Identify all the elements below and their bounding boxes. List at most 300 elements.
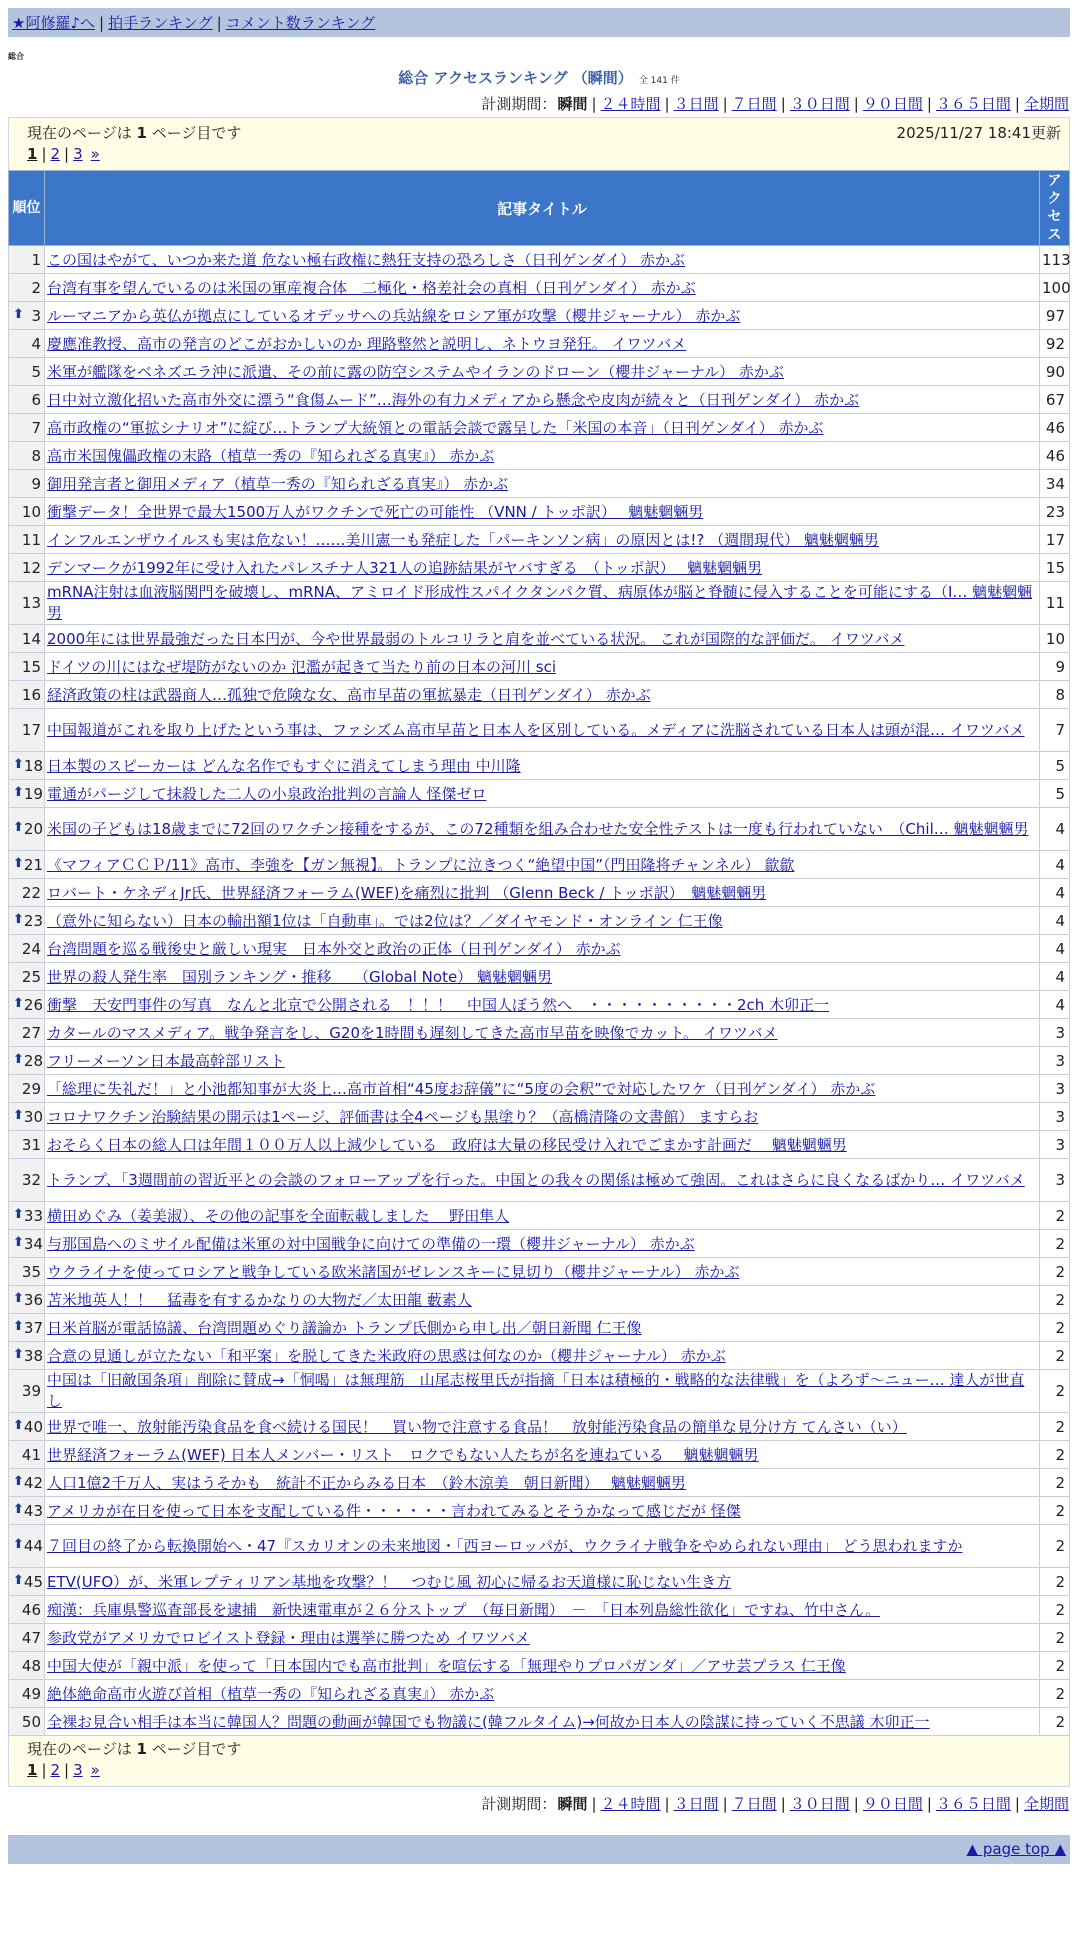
period-option-link[interactable]: ９０日間 [862,95,923,113]
article-title-link[interactable]: アメリカが在日を使って日本を支配している件・・・・・・言われてみるとそうかなって感じだが 怪傑 [47,1502,741,1520]
rank-cell [9,330,45,358]
period-option-link[interactable]: ３０日間 [789,1795,850,1813]
rank-number: 48 [21,1656,41,1675]
table-row [9,1019,1070,1047]
table-row [9,752,1070,780]
rank-up-arrow-icon: ⬆ [13,911,24,927]
article-title-link[interactable]: 世界の殺人発生率 国別ランキング・推移 （Global Note） 魑魅魍魎男 [47,968,552,986]
article-title-link[interactable]: 中国大使が「親中派」を使って「日本国内でも高市批判」を喧伝する「無理やりプロパガンダ」／アサ芸プラス 仁王像 [47,1657,846,1675]
rank-up-arrow-icon: ⬆ [13,1572,24,1588]
rank-cell [9,1131,45,1159]
access-count: 2 [1040,1497,1070,1525]
article-title-link[interactable]: 中国は「旧敵国条項」削除に賛成→「恫喝」は無理筋 山尾志桜里氏が指摘「日本は積極的・戦略的な法律戦」を（よろず～ニュー… 達人が世直し [47,1371,1025,1410]
access-count: 4 [1040,935,1070,963]
period-option-link[interactable]: ３６５日間 [935,95,1011,113]
table-row [9,1624,1070,1652]
title-cell [45,554,1040,582]
access-count: 2 [1040,1708,1070,1736]
applause-ranking-link[interactable]: 拍手ランキング [108,14,213,32]
access-count: 46 [1040,442,1070,470]
access-count: 2 [1040,1624,1070,1652]
period-option-link[interactable]: ３日間 [673,1795,719,1813]
rank-up-arrow-icon: ⬆ [13,1234,24,1250]
rank-number: 45 [23,1572,43,1591]
rank-number: 46 [21,1600,41,1619]
title-cell [45,1413,1040,1441]
top-nav-bar [8,8,1070,37]
rank-number: 47 [21,1628,41,1647]
table-row [9,1441,1070,1469]
table-row [9,907,1070,935]
title-cell [45,653,1040,681]
total-count: 全 141 件 [638,76,680,86]
page-title [0,67,1078,87]
title-cell [45,1047,1040,1075]
rank-cell [9,752,45,780]
rank-cell [9,1652,45,1680]
title-cell [45,1568,1040,1596]
article-title-link[interactable]: インフルエンザウイルスも実は危ない！……美川憲一も発症した「パーキンソン病」の原因とは!? （週間現代） 魑魅魍魎男 [47,531,879,549]
rank-cell [9,554,45,582]
title-cell [45,1159,1040,1202]
title-cell [45,302,1040,330]
article-title-link[interactable]: 世界経済フォーラム(WEF) 日本人メンバー・リスト ロクでもない人たちが名を連ねている 魑魅魍魎男 [47,1446,759,1464]
access-count: 90 [1040,358,1070,386]
pager-separator: | [41,1761,47,1779]
table-row [9,653,1070,681]
rank-cell [9,625,45,653]
rank-cell [9,470,45,498]
ranking-title: 総合 アクセスランキング （瞬間） [398,69,633,87]
rank-number: 4 [31,334,41,353]
article-title-link[interactable]: 台湾有事を望んでいるのは米国の軍産複合体 二極化・格差社会の真相（日刊ゲンダイ） 赤かぶ [47,279,696,297]
article-title-link[interactable]: 高市政権の“軍拡シナリオ”に綻び…トランプ大統領との電話会談で露呈した「米国の本音」（日刊ゲンダイ） 赤かぶ [47,419,824,437]
title-cell [45,991,1040,1019]
article-title-link[interactable]: 「総理に失礼だ！」と小池都知事が大炎上…高市首相“45度お辞儀”に“5度の会釈”で対応したワケ（日刊ゲンダイ） 赤かぶ [47,1080,876,1098]
rank-cell [9,653,45,681]
rank-cell [9,1103,45,1131]
period-option-link[interactable]: ３０日間 [789,95,850,113]
rank-up-arrow-icon: ⬆ [13,1206,24,1222]
access-count: 2 [1040,1525,1070,1568]
table-row [9,851,1070,879]
period-separator: | [1014,1795,1020,1813]
article-title-link[interactable]: おそらく日本の総人口は年間１００万人以上減少している 政府は大量の移民受け入れでごまかす計画だ 魑魅魍魎男 [47,1136,847,1154]
access-count: 4 [1040,879,1070,907]
period-separator: | [591,95,597,113]
rank-cell [9,1596,45,1624]
title-cell [45,1202,1040,1230]
rank-cell [9,1019,45,1047]
access-count: 4 [1040,851,1070,879]
period-option-link[interactable]: ９０日間 [862,1795,923,1813]
article-title-link[interactable]: 苫米地英人！！ 猛毒を有するかなりの大物だ／太田龍 藪素人 [47,1291,472,1309]
table-row [9,442,1070,470]
article-title-link[interactable]: ウクライナを使ってロシアと戦争している欧米諸国がゼレンスキーに見切り（櫻井ジャーナル） 赤かぶ [47,1263,740,1281]
rank-number: 9 [31,474,41,493]
rank-cell [9,1708,45,1736]
rank-cell [9,879,45,907]
table-row [9,1652,1070,1680]
article-title-link[interactable]: 米軍が艦隊をベネズエラ沖に派遣、その前に露の防空システムやイランのドローン（櫻井ジャーナル） 赤かぶ [47,363,784,381]
rank-number: 50 [21,1712,41,1731]
rank-cell [9,414,45,442]
rank-number: 39 [21,1382,41,1400]
rank-up-arrow-icon: ⬆ [13,1051,24,1067]
article-title-link[interactable]: 全裸お見合い相手は本当に韓国人？問題の動画が韓国でも物議に(韓フルタイム)→何故か日本人の陰謀に持っていく不思議 木卯正一 [47,1713,930,1731]
period-option-link[interactable]: 全期間 [1023,95,1069,113]
rank-cell [9,1202,45,1230]
rank-cell [9,681,45,709]
rank-number: 21 [23,855,43,874]
access-count: 8 [1040,681,1070,709]
article-title-link[interactable]: 衝撃データ！全世界で最大1500万人がワクチンで死亡の可能性 （VNN / トッポ訳） 魑魅魍魎男 [47,503,704,521]
rank-number: 43 [23,1501,43,1520]
period-separator: | [780,1795,786,1813]
article-title-link[interactable]: 絶体絶命高市火遊び首相（植草一秀の『知られざる真実』） 赤かぶ [47,1685,495,1703]
rank-number: 36 [23,1290,43,1309]
period-separator: | [853,1795,859,1813]
title-cell [45,625,1040,653]
rank-up-arrow-icon: ⬆ [13,1473,24,1489]
article-title-link[interactable]: 日本製のスピーカーは どんな名作でもすぐに消えてしまう理由 中川隆 [47,757,521,775]
rank-cell [9,1370,45,1413]
rank-up-arrow-icon: ⬆ [13,1290,24,1306]
access-count: 113 [1040,246,1070,274]
rank-cell [9,1413,45,1441]
current-page-text: 現在のページは 1 ページ目です [27,1740,242,1758]
nav-separator: | [216,13,222,32]
rank-up-arrow-icon: ⬆ [13,995,24,1011]
next-page-link[interactable]: » [90,1761,100,1779]
article-title-link[interactable]: 米国の子どもは18歳までに72回のワクチン接種をするが、この72種類を組み合わせた安全性テストは一度も行われていない （Chil… 魑魅魍魎男 [47,819,1029,838]
rank-number: 10 [21,502,41,521]
rank-cell [9,526,45,554]
article-title-link[interactable]: 横田めぐみ（姜美淑）、その他の記事を全面転載しました 野田隼人 [47,1207,510,1225]
access-count: 2 [1040,1596,1070,1624]
rank-cell [9,1441,45,1469]
rank-number: 15 [21,657,41,676]
current-page-text: 現在のページは 1 ページ目です [27,124,242,142]
nav-separator: | [99,13,105,32]
title-cell [45,1624,1040,1652]
table-row [9,1596,1070,1624]
page-info-bottom [8,1736,1070,1787]
period-separator: | [664,1795,670,1813]
article-title-link[interactable]: ロバート・ケネディJr氏、世界経済フォーラム(WEF)を痛烈に批判 （Glenn Beck / トッポ訳） 魑魅魍魎男 [47,884,767,902]
article-title-link[interactable]: 《マフィアＣＣＰ/11》高市、李強を【ガン無視】。トランプに泣きつく“絶望中国”（門田隆将チャンネル） 歙歙 [47,856,795,874]
title-cell [45,1525,1040,1568]
article-title-link[interactable]: 高市米国傀儡政権の末路（植草一秀の『知られざる真実』） 赤かぶ [47,447,495,465]
title-cell [45,1708,1040,1736]
rank-up-arrow-icon: ⬆ [13,820,24,835]
rank-up-arrow-icon: ⬆ [13,784,24,800]
period-current: 瞬間 [557,1795,588,1813]
article-title-link[interactable]: 電通がパージして抹殺した二人の小泉政治批判の言論人 怪傑ゼロ [47,785,487,803]
article-title-link[interactable]: 日中対立激化招いた高市外交に漂う“食傷ムード”…海外の有力メディアから懸念や皮肉が続々と（日刊ゲンダイ） 赤かぶ [47,391,860,409]
updated-timestamp: 2025/11/27 18:41更新 [896,124,1061,142]
rank-number: 32 [21,1171,41,1189]
page-link[interactable]: 3 [73,1761,83,1779]
article-title-link[interactable]: 経済政策の柱は武器商人…孤独で危険な女、高市早苗の軍拡暴走（日刊ゲンダイ） 赤かぶ [47,686,651,704]
access-column-header: アクセス [1040,171,1070,246]
period-option-link[interactable]: ７日間 [731,95,777,113]
rank-cell [9,1469,45,1497]
article-title-link[interactable]: カタールのマスメディア。戦争発言をし、G20を1時間も遅刻してきた高市早苗を映像でカット。 イワツバメ [47,1024,778,1042]
rank-cell [9,1497,45,1525]
table-row [9,1159,1070,1202]
table-row [9,582,1070,625]
table-row [9,709,1070,752]
article-title-link[interactable]: 世界で唯一、放射能汚染食品を食べ続ける国民！ 買い物で注意する食品！ 放射能汚染食品の簡単な見分け方 てんさい（い） [47,1418,907,1436]
title-cell [45,1596,1040,1624]
rank-number: 11 [21,530,41,549]
table-row [9,1286,1070,1314]
rank-number: 16 [21,685,41,704]
article-title-link[interactable]: 御用発言者と御用メディア（植草一秀の『知られざる真実』） 赤かぶ [47,475,509,493]
table-row [9,1103,1070,1131]
table-row [9,330,1070,358]
table-row [9,1370,1070,1413]
table-row [9,1342,1070,1370]
rank-column-header: 順位 [9,171,45,246]
rank-number: 30 [23,1107,43,1126]
rank-cell [9,302,45,330]
table-row [9,808,1070,851]
period-option-link[interactable]: ２４時間 [600,95,661,113]
access-count: 23 [1040,498,1070,526]
page-info [8,117,1070,170]
title-cell [45,470,1040,498]
article-title-link[interactable]: 痴漢：兵庫県警巡査部長を逮捕 新快速電車が２６分ストップ （毎日新聞） － 「日本列島総性欲化」ですね、竹中さん。 [47,1601,880,1619]
table-row [9,526,1070,554]
article-title-link[interactable]: ETV(UFO）が、米軍レプティリアン基地を攻撃？！ つむじ風 初心に帰るお天道様に恥じない生き方 [47,1573,732,1591]
table-row [9,1469,1070,1497]
period-selector-bottom [0,1793,1070,1813]
page-link-current[interactable]: 1 [27,1761,38,1779]
title-cell [45,442,1040,470]
period-separator: | [926,1795,932,1813]
rank-cell [9,1159,45,1202]
article-title-link[interactable]: mRNA注射は血液脳関門を破壊し、mRNA、アミロイド形成性スパイクタンパク質、病原体が脳と脊髄に侵入することを可能にする（I… 魑魅魍魎男 [47,583,1033,622]
page-link[interactable]: 2 [50,1761,61,1779]
rank-cell [9,386,45,414]
table-row [9,1131,1070,1159]
title-cell [45,414,1040,442]
table-row [9,681,1070,709]
access-count: 2 [1040,1413,1070,1441]
access-count: 3 [1040,1075,1070,1103]
access-count: 2 [1040,1370,1070,1413]
access-count: 4 [1040,907,1070,935]
rank-cell [9,709,45,752]
article-title-link[interactable]: 与那国島へのミサイル配備は米軍の対中国戦争に向けての準備の一環（櫻井ジャーナル） 赤かぶ [47,1235,695,1253]
comment-ranking-link[interactable]: コメント数ランキング [225,14,376,32]
article-title-link[interactable]: トランプ、「3週間前の習近平との会談のフォローアップを行った。中国との我々の関係は極めて強固。これはさらに良くなるばかり… イワツバメ [47,1170,1025,1189]
page-link-current[interactable]: 1 [27,145,38,163]
rank-cell [9,1624,45,1652]
article-title-link[interactable]: 中国報道がこれを取り上げたという事は、ファシズム高市早苗と日本人を区別している。メディアに洗脳されている日本人は頭が混… イワツバメ [47,720,1025,739]
table-row [9,1497,1070,1525]
period-selector [0,93,1070,113]
table-row [9,554,1070,582]
table-row [9,1413,1070,1441]
rank-number: 34 [23,1234,43,1253]
rank-cell [9,808,45,851]
rank-number: 5 [31,362,41,381]
title-cell [45,330,1040,358]
article-title-link[interactable]: （意外に知らない）日本の輸出額1位は「自動車」。では2位は？／ダイヤモンド・オンライン 仁王像 [47,912,723,930]
article-title-link[interactable]: 衝撃 天安門事件の写真 なんと北京で公開される ！！！ 中国人ぼう然へ ・・・・・・・・・・2ch 木卯正一 [47,996,830,1014]
access-count: 2 [1040,1652,1070,1680]
table-row [9,1568,1070,1596]
period-option-link[interactable]: ３６５日間 [935,1795,1011,1813]
rank-number: 6 [31,390,41,409]
article-title-link[interactable]: 2000年には世界最強だった日本円が、今や世界最弱のトルコリラと肩を並べている状況。 これが国際的な評価だ。 イワツバメ [47,630,905,648]
period-separator: | [722,95,728,113]
rank-up-arrow-icon: ⬆ [13,1417,24,1433]
rank-cell [9,1230,45,1258]
title-cell [45,274,1040,302]
access-count: 3 [1040,1047,1070,1075]
rank-cell [9,582,45,625]
rank-number: 20 [23,820,43,838]
rank-cell [9,935,45,963]
rank-up-arrow-icon: ⬆ [13,855,24,871]
title-cell [45,1314,1040,1342]
title-cell [45,1469,1040,1497]
article-title-link[interactable]: コロナワクチン治験結果の開示は1ページ、評価書は全4ページも黒塗り？（高橋清隆の文書館） ますらお [47,1108,759,1126]
rank-cell [9,1525,45,1568]
rank-number: 49 [21,1684,41,1703]
rank-number: 7 [31,418,41,437]
title-cell [45,498,1040,526]
title-cell [45,780,1040,808]
access-count: 17 [1040,526,1070,554]
rank-cell [9,963,45,991]
rank-number: 2 [31,278,41,297]
rank-number: 35 [21,1262,41,1281]
rank-cell [9,1075,45,1103]
period-option-link[interactable]: ２４時間 [600,1795,661,1813]
title-cell [45,1497,1040,1525]
article-title-link[interactable]: デンマークが1992年に受け入れたパレスチナ人321人の追跡結果がヤバすぎる （トッポ訳） 魑魅魍魎男 [47,559,763,577]
title-cell [45,1370,1040,1413]
rank-number: 18 [23,756,43,775]
access-count: 92 [1040,330,1070,358]
title-cell [45,907,1040,935]
article-title-link[interactable]: 日米首脳が電話協議、台湾問題めぐり議論か トランプ氏側から申し出／朝日新聞 仁王像 [47,1319,642,1337]
rank-cell [9,1568,45,1596]
rank-up-arrow-icon: ⬆ [13,1107,24,1123]
period-separator: | [780,95,786,113]
rank-cell [9,1342,45,1370]
article-title-link[interactable]: ７回目の終了から転換開始へ・47『スカリオンの未来地図・「西ヨーロッパが、ウクライナ戦争をやめられない理由」 どう思われますか [47,1536,963,1555]
article-title-link[interactable]: ルーマニアから英仏が拠点にしているオデッサへの兵站線をロシア軍が攻撃（櫻井ジャーナル） 赤かぶ [47,307,741,325]
page-top-link[interactable]: ▲ page top ▲ [966,1840,1066,1858]
rank-number: 38 [23,1346,43,1365]
rank-number: 29 [21,1079,41,1098]
page-link[interactable]: 3 [73,145,83,163]
rank-number: 12 [21,558,41,577]
page-link[interactable]: 2 [50,145,61,163]
rank-cell [9,1047,45,1075]
table-row [9,1680,1070,1708]
title-cell [45,935,1040,963]
access-count: 15 [1040,554,1070,582]
article-title-link[interactable]: ドイツの川にはなぜ堤防がないのか 氾濫が起きて当たり前の日本の河川 sci [47,658,557,676]
article-title-link[interactable]: 台湾問題を巡る戦後史と厳しい現実 日本外交と政治の正体（日刊ゲンダイ） 赤かぶ [47,940,621,958]
period-separator: | [664,95,670,113]
access-count: 34 [1040,470,1070,498]
title-cell [45,358,1040,386]
table-row [9,414,1070,442]
table-row [9,1708,1070,1736]
rank-number: 22 [21,883,41,902]
article-title-link[interactable]: フリーメーソン日本最高幹部リスト [47,1052,285,1070]
rank-cell [9,1314,45,1342]
access-count: 3 [1040,1131,1070,1159]
pagination-bottom [27,1760,1061,1780]
rank-cell [9,1286,45,1314]
access-count: 2 [1040,1469,1070,1497]
article-title-link[interactable]: 参政党がアメリカでロビイスト登録・理由は選挙に勝つため イワツバメ [47,1629,530,1647]
category-label: 総合 [8,52,24,61]
rank-number: 19 [23,784,43,803]
period-option-link[interactable]: ３日間 [673,95,719,113]
period-option-link[interactable]: 全期間 [1023,1795,1069,1813]
title-cell [45,808,1040,851]
title-cell [45,1230,1040,1258]
article-title-link[interactable]: 合意の見通しが立たない「和平案」を脱してきた米政府の思惑は何なのか（櫻井ジャーナル） 赤かぶ [47,1347,726,1365]
rank-cell [9,358,45,386]
table-row [9,246,1070,274]
table-row [9,1525,1070,1568]
access-count: 2 [1040,1342,1070,1370]
table-row [9,386,1070,414]
table-row [9,358,1070,386]
rank-up-arrow-icon: ⬆ [13,306,24,322]
access-count: 3 [1040,1019,1070,1047]
home-link[interactable]: ★阿修羅♪へ [12,14,96,32]
title-cell [45,1441,1040,1469]
title-cell [45,1019,1040,1047]
rank-up-arrow-icon: ⬆ [13,1318,24,1334]
period-label: 計測期間： [481,1795,557,1813]
table-row [9,274,1070,302]
title-cell [45,1131,1040,1159]
table-row [9,1230,1070,1258]
table-row [9,302,1070,330]
article-title-link[interactable]: 慶應准教授、高市の発言のどこがおかしいのか 理路整然と説明し、ネトウヨ発狂。 イワツバメ [47,335,687,353]
article-title-link[interactable]: この国はやがて、いつか来た道 危ない極右政権に熱狂支持の恐ろしさ（日刊ゲンダイ） 赤かぶ [47,251,686,269]
next-page-link[interactable]: » [90,145,100,163]
table-row [9,991,1070,1019]
article-title-link[interactable]: 人口1億2千万人、実はうそかも 統計不正からみる日本 （鈴木涼美 朝日新聞） 魑魅魍魎男 [47,1474,686,1492]
access-count: 10 [1040,625,1070,653]
period-label: 計測期間： [481,95,557,113]
title-cell [45,1286,1040,1314]
rank-number: 40 [23,1417,43,1436]
table-row [9,470,1070,498]
rank-number: 3 [31,306,41,325]
rank-cell [9,907,45,935]
title-column-header: 記事タイトル [45,171,1040,246]
access-count: 46 [1040,414,1070,442]
table-row [9,1202,1070,1230]
period-option-link[interactable]: ７日間 [731,1795,777,1813]
rank-number: 42 [23,1473,43,1492]
